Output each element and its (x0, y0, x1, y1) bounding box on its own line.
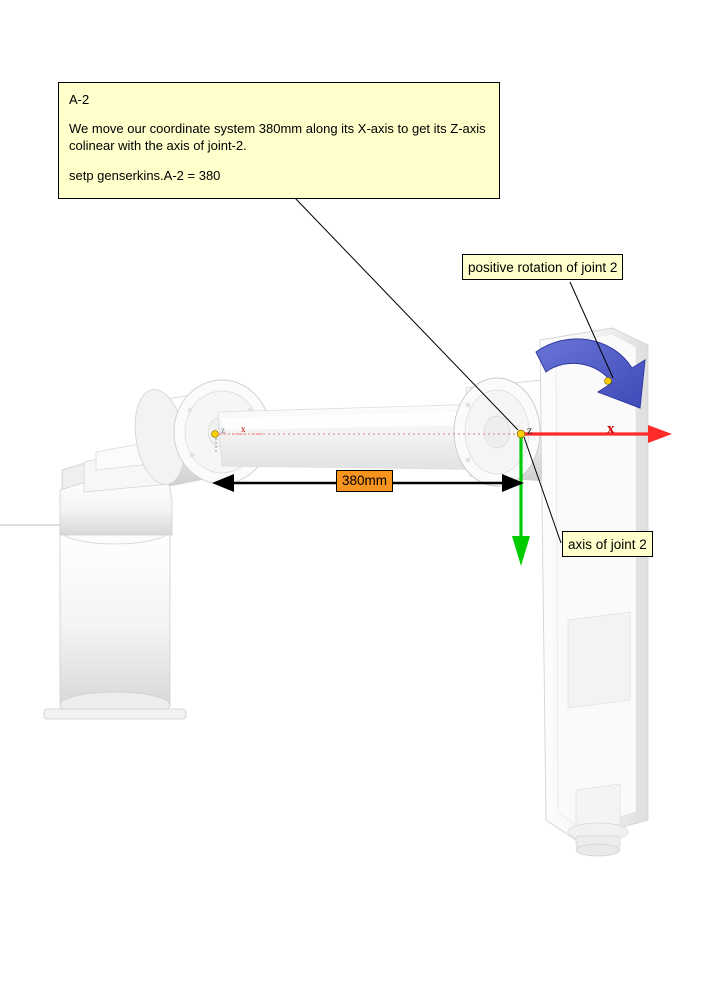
callout-main-command: setp genserkins.A-2 = 380 (69, 167, 221, 183)
callout-rotation: positive rotation of joint 2 (462, 254, 623, 280)
right-frame-x-letter: x (607, 421, 615, 437)
dimension-label-380mm: 380mm (336, 470, 393, 492)
callout-main-body: We move our coordinate system 380mm along its X-axis to get its Z-axis colinear with the axis of joint-2. (69, 121, 486, 153)
callout-main-title: A-2 (69, 92, 90, 107)
callout-main (58, 82, 500, 199)
right-frame-z-letter: z (527, 423, 533, 437)
left-frame-z-letter: z (221, 425, 225, 435)
callout-axis-of-joint: axis of joint 2 (562, 531, 653, 557)
left-frame-x-letter: x (241, 424, 246, 434)
